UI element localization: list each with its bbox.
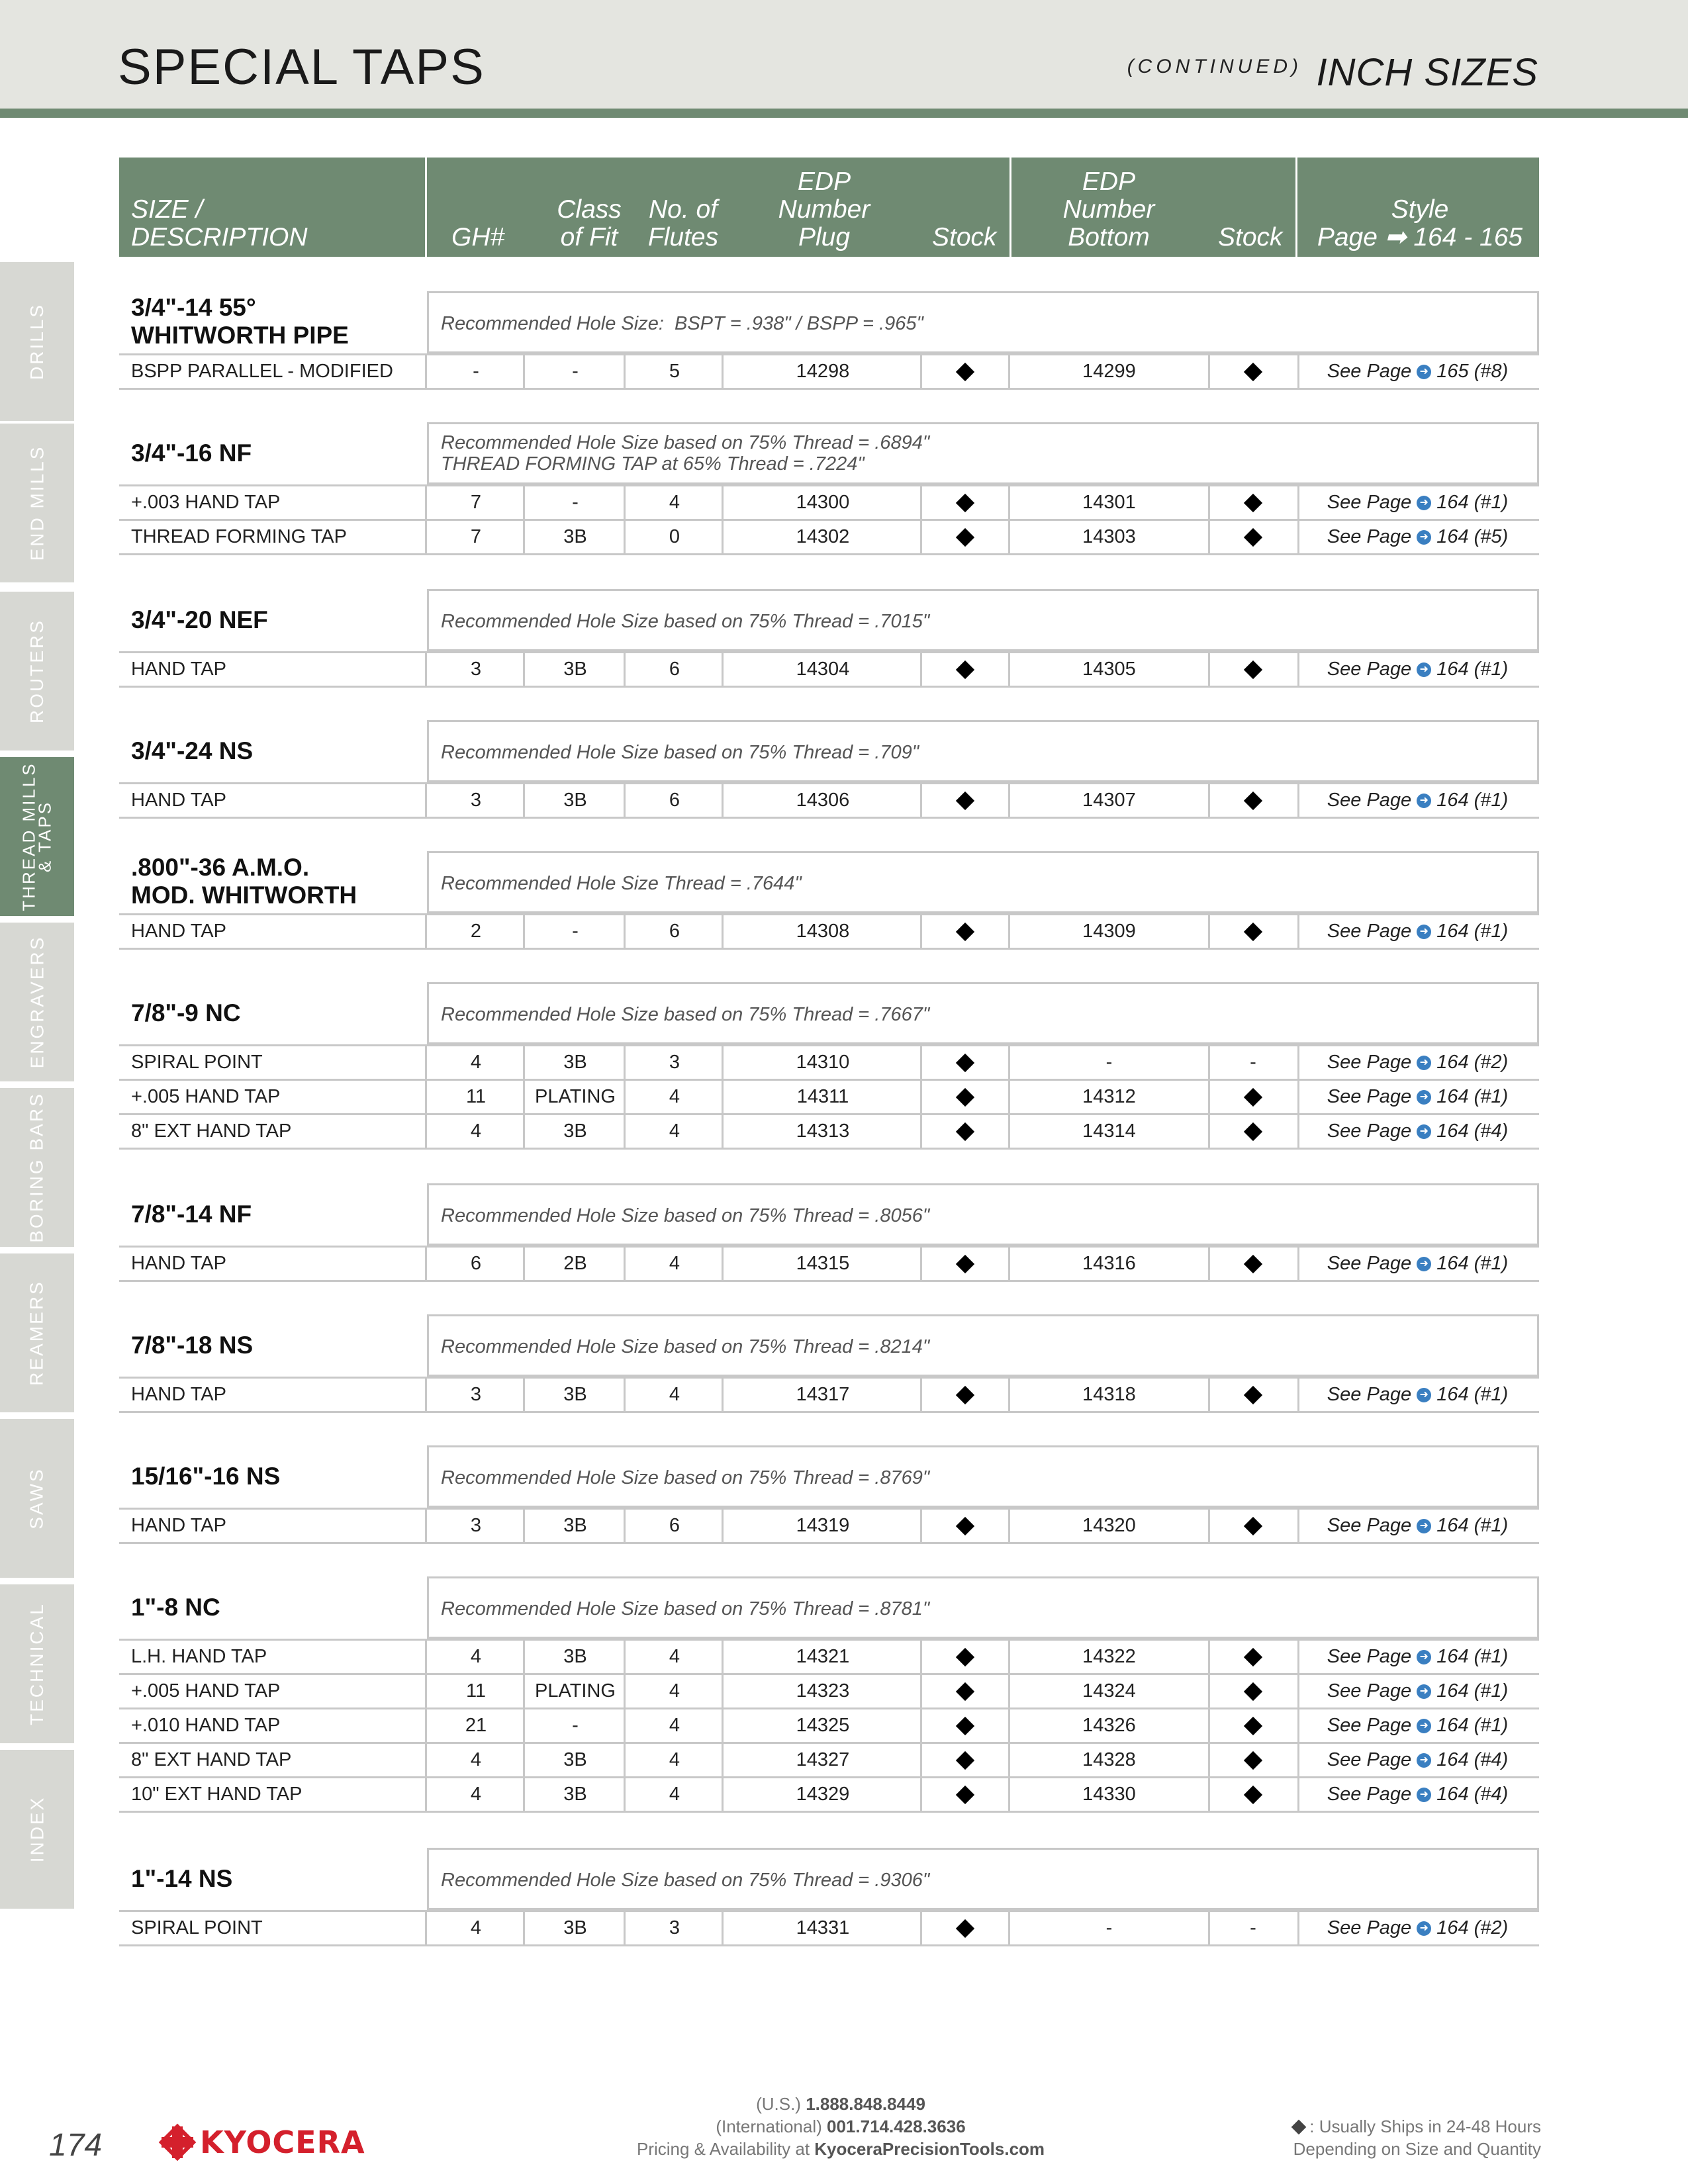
kyocera-mark-icon bbox=[162, 2126, 193, 2158]
stock-indicator bbox=[922, 1675, 1008, 1707]
arrow-right-icon: ➜ bbox=[1417, 794, 1431, 808]
kyocera-logo: KYOCERA bbox=[162, 2124, 365, 2160]
diamond-icon bbox=[1244, 1385, 1262, 1404]
cell-flutes: 4 bbox=[669, 1715, 680, 1736]
side-tab-routers[interactable]: ROUTERS bbox=[0, 592, 74, 751]
side-tab-index[interactable]: INDEX bbox=[0, 1750, 74, 1909]
cell-flutes: 4 bbox=[669, 1086, 680, 1107]
table-row bbox=[119, 1707, 1539, 1742]
cell-gh: 7 bbox=[470, 526, 482, 547]
style-page-ref[interactable]: See Page ➜ 165 (#8) bbox=[1327, 361, 1509, 382]
cell-edp-bottom: 14316 bbox=[1082, 1253, 1136, 1274]
col-style-page: Style Page ➡ 164 - 165 bbox=[1317, 195, 1523, 251]
stock-indicator bbox=[922, 355, 1008, 388]
cell-class: 3B bbox=[563, 526, 587, 547]
cell-description: SPIRAL POINT bbox=[131, 1052, 263, 1073]
stock-indicator bbox=[1210, 1115, 1296, 1148]
table-row bbox=[119, 1079, 1539, 1113]
arrow-right-icon: ➜ bbox=[1417, 1519, 1431, 1533]
cell-edp-bottom: 14312 bbox=[1082, 1086, 1136, 1107]
stock-indicator bbox=[922, 1641, 1008, 1673]
stock-indicator bbox=[1210, 486, 1296, 519]
cell-flutes: 3 bbox=[669, 1052, 680, 1073]
recommended-hole-size-note: Recommended Hole Size based on 75% Thread = .6894" THREAD FORMING TAP at 65% Thread = .7224" bbox=[427, 422, 1539, 484]
stock-indicator bbox=[922, 1081, 1008, 1113]
style-page-ref[interactable]: See Page ➜ 164 (#2) bbox=[1327, 1052, 1509, 1073]
cell-edp-bottom: 14328 bbox=[1082, 1749, 1136, 1770]
style-page-ref[interactable]: See Page ➜ 164 (#1) bbox=[1327, 1253, 1509, 1274]
cell-edp-bottom: 14322 bbox=[1082, 1646, 1136, 1667]
table-row bbox=[119, 1246, 1539, 1282]
style-page-ref[interactable]: See Page ➜ 164 (#1) bbox=[1327, 1515, 1509, 1536]
recommended-hole-size-note: Recommended Hole Size based on 75% Thread = .8214" bbox=[427, 1314, 1539, 1377]
header-rule bbox=[0, 109, 1688, 118]
size-title: 3/4"-20 NEF bbox=[131, 606, 268, 633]
cell-gh: 4 bbox=[470, 1917, 482, 1938]
diamond-icon bbox=[1244, 1122, 1262, 1140]
page-number: 174 bbox=[49, 2128, 103, 2163]
col-edp-plug: EDP Number Plug bbox=[778, 167, 870, 251]
stock-indicator bbox=[922, 1778, 1008, 1811]
recommended-hole-size-note: Recommended Hole Size based on 75% Thread = .9306" bbox=[427, 1848, 1539, 1910]
cell-description: +.010 HAND TAP bbox=[131, 1715, 281, 1736]
cell-description: HAND TAP bbox=[131, 1515, 226, 1536]
cell-gh: 21 bbox=[465, 1715, 487, 1736]
cell-edp-plug: 14300 bbox=[796, 492, 850, 513]
diamond-icon bbox=[1244, 527, 1262, 546]
diamond-icon bbox=[956, 1385, 974, 1404]
cell-edp-plug: 14310 bbox=[796, 1052, 850, 1073]
arrow-right-icon: ➜ bbox=[1417, 365, 1431, 379]
cell-flutes: 4 bbox=[669, 1384, 680, 1405]
style-page-ref[interactable]: See Page ➜ 164 (#4) bbox=[1327, 1120, 1509, 1142]
cell-gh: 3 bbox=[470, 1515, 482, 1536]
table-row bbox=[119, 782, 1539, 819]
col-edp-bottom: EDP Number Bottom bbox=[1062, 167, 1155, 251]
side-tab-boring-bars[interactable]: BORING BARS bbox=[0, 1088, 74, 1247]
cell-description: +.005 HAND TAP bbox=[131, 1680, 281, 1702]
stock-indicator bbox=[1210, 653, 1296, 686]
cell-description: 8" EXT HAND TAP bbox=[131, 1749, 292, 1770]
recommended-hole-size-note: Recommended Hole Size based on 75% Thread = .7667" bbox=[427, 982, 1539, 1044]
style-page-ref[interactable]: See Page ➜ 164 (#2) bbox=[1327, 1917, 1509, 1938]
cell-description: HAND TAP bbox=[131, 790, 226, 811]
cell-flutes: 4 bbox=[669, 1120, 680, 1142]
stock-indicator bbox=[1210, 521, 1296, 553]
style-page-ref[interactable]: See Page ➜ 164 (#4) bbox=[1327, 1784, 1509, 1805]
cell-description: SPIRAL POINT bbox=[131, 1917, 263, 1938]
side-tab-technical[interactable]: TECHNICAL bbox=[0, 1584, 74, 1743]
diamond-icon bbox=[956, 1516, 974, 1535]
diamond-icon bbox=[1244, 922, 1262, 940]
diamond-icon bbox=[956, 1053, 974, 1071]
table-row bbox=[119, 1113, 1539, 1150]
cell-flutes: 6 bbox=[669, 1515, 680, 1536]
stock-indicator bbox=[922, 1248, 1008, 1280]
cell-flutes: 6 bbox=[669, 921, 680, 942]
cell-class: - bbox=[572, 921, 579, 942]
cell-class: - bbox=[572, 1715, 579, 1736]
cell-edp-plug: 14321 bbox=[796, 1646, 850, 1667]
diamond-icon bbox=[956, 791, 974, 809]
size-title: 3/4"-24 NS bbox=[131, 737, 254, 764]
stock-indicator bbox=[922, 521, 1008, 553]
recommended-hole-size-note: Recommended Hole Size based on 75% Thread = .8769" bbox=[427, 1445, 1539, 1508]
style-page-ref[interactable]: See Page ➜ 164 (#1) bbox=[1327, 1715, 1509, 1736]
table-row bbox=[119, 1639, 1539, 1673]
cell-gh: 4 bbox=[470, 1052, 482, 1073]
cell-gh: - bbox=[473, 361, 479, 382]
cell-description: BSPP PARALLEL - MODIFIED bbox=[131, 361, 393, 382]
style-page-ref[interactable]: See Page ➜ 164 (#1) bbox=[1327, 659, 1509, 680]
stock-indicator bbox=[922, 1744, 1008, 1776]
diamond-icon bbox=[1244, 1647, 1262, 1666]
arrow-right-icon: ➜ bbox=[1417, 1719, 1431, 1733]
diamond-icon bbox=[956, 1647, 974, 1666]
table-row bbox=[119, 1673, 1539, 1707]
stock-indicator bbox=[922, 1379, 1008, 1411]
stock-indicator bbox=[1210, 1709, 1296, 1742]
stock-indicator bbox=[922, 1709, 1008, 1742]
cell-edp-bottom: 14307 bbox=[1082, 790, 1136, 811]
diamond-icon bbox=[1244, 1716, 1262, 1735]
cell-edp-bottom: 14303 bbox=[1082, 526, 1136, 547]
style-page-ref[interactable]: See Page ➜ 164 (#1) bbox=[1327, 1646, 1509, 1667]
table-row bbox=[119, 519, 1539, 555]
col-class-of-fit: Class of Fit bbox=[557, 195, 622, 251]
arrow-right-icon: ➜ bbox=[1417, 530, 1431, 545]
cell-flutes: 6 bbox=[669, 790, 680, 811]
arrow-right-icon: ➡ bbox=[1384, 223, 1407, 251]
stock-indicator bbox=[922, 653, 1008, 686]
side-tab-end-mills[interactable]: END MILLS bbox=[0, 424, 74, 582]
continued-label: (CONTINUED) bbox=[1127, 56, 1302, 77]
cell-class: PLATING bbox=[535, 1086, 616, 1107]
col-stock-plug: Stock bbox=[932, 223, 997, 251]
stock-indicator bbox=[922, 784, 1008, 817]
cell-edp-bottom: 14305 bbox=[1082, 659, 1136, 680]
table-row bbox=[119, 1508, 1539, 1544]
diamond-icon bbox=[1244, 660, 1262, 678]
size-title: 7/8"-14 NF bbox=[131, 1201, 252, 1228]
stock-indicator bbox=[1210, 1778, 1296, 1811]
table-row bbox=[119, 1910, 1539, 1946]
diamond-icon bbox=[956, 922, 974, 940]
cell-edp-plug: 14304 bbox=[796, 659, 850, 680]
diamond-icon bbox=[1291, 2120, 1307, 2135]
cell-edp-bottom: 14318 bbox=[1082, 1384, 1136, 1405]
cell-edp-bottom: 14299 bbox=[1082, 361, 1136, 382]
cell-edp-bottom: 14324 bbox=[1082, 1680, 1136, 1702]
cell-edp-plug: 14317 bbox=[796, 1384, 850, 1405]
recommended-hole-size-note: Recommended Hole Size based on 75% Thread = .8781" bbox=[427, 1576, 1539, 1639]
stock-indicator bbox=[1210, 1248, 1296, 1280]
cell-class: - bbox=[572, 361, 579, 382]
recommended-hole-size-note: Recommended Hole Size based on 75% Thread = .8056" bbox=[427, 1183, 1539, 1246]
col-size-description: SIZE / DESCRIPTION bbox=[131, 195, 308, 251]
style-page-ref[interactable]: See Page ➜ 164 (#1) bbox=[1327, 921, 1509, 942]
diamond-icon bbox=[1244, 362, 1262, 381]
page-title: SPECIAL TAPS bbox=[118, 39, 485, 95]
diamond-icon bbox=[956, 527, 974, 546]
stock-indicator bbox=[1210, 1510, 1296, 1542]
cell-gh: 3 bbox=[470, 659, 482, 680]
cell-description: +.003 HAND TAP bbox=[131, 492, 281, 513]
style-page-ref[interactable]: See Page ➜ 164 (#1) bbox=[1327, 1384, 1509, 1405]
style-page-ref[interactable]: See Page ➜ 164 (#5) bbox=[1327, 526, 1509, 547]
diamond-icon bbox=[956, 1254, 974, 1273]
stock-indicator bbox=[1210, 1641, 1296, 1673]
diamond-icon bbox=[956, 1682, 974, 1700]
cell-flutes: 5 bbox=[669, 361, 680, 382]
cell-edp-bottom: 14326 bbox=[1082, 1715, 1136, 1736]
arrow-right-icon: ➜ bbox=[1417, 1124, 1431, 1139]
cell-gh: 3 bbox=[470, 1384, 482, 1405]
stock-indicator bbox=[922, 915, 1008, 948]
website-link[interactable]: KyoceraPrecisionTools.com bbox=[814, 2139, 1045, 2159]
diamond-icon bbox=[1244, 1785, 1262, 1803]
cell-description: THREAD FORMING TAP bbox=[131, 526, 347, 547]
cell-flutes: 6 bbox=[669, 659, 680, 680]
arrow-right-icon: ➜ bbox=[1417, 1388, 1431, 1402]
cell-description: 10" EXT HAND TAP bbox=[131, 1784, 303, 1805]
cell-edp-plug: 14313 bbox=[796, 1120, 850, 1142]
cell-class: 3B bbox=[563, 1917, 587, 1938]
cell-class: 3B bbox=[563, 1120, 587, 1142]
recommended-hole-size-note: Recommended Hole Size based on 75% Thread = .709" bbox=[427, 720, 1539, 782]
cell-gh: 11 bbox=[465, 1680, 487, 1702]
cell-class: 3B bbox=[563, 1052, 587, 1073]
cell-gh: 4 bbox=[470, 1646, 482, 1667]
cell-gh: 4 bbox=[470, 1749, 482, 1770]
cell-gh: 2 bbox=[470, 921, 482, 942]
size-title: 15/16"-16 NS bbox=[131, 1463, 281, 1490]
cell-flutes: 4 bbox=[669, 1646, 680, 1667]
style-page-ref[interactable]: See Page ➜ 164 (#4) bbox=[1327, 1749, 1509, 1770]
table-row bbox=[119, 1776, 1539, 1813]
cell-edp-plug: 14306 bbox=[796, 790, 850, 811]
style-page-ref[interactable]: See Page ➜ 164 (#1) bbox=[1327, 1680, 1509, 1702]
arrow-right-icon: ➜ bbox=[1417, 1056, 1431, 1070]
cell-class: 3B bbox=[563, 1515, 587, 1536]
cell-description: HAND TAP bbox=[131, 1384, 226, 1405]
diamond-icon bbox=[956, 660, 974, 678]
stock-indicator bbox=[1210, 915, 1296, 948]
cell-edp-plug: 14329 bbox=[796, 1784, 850, 1805]
table-row bbox=[119, 1377, 1539, 1413]
arrow-right-icon: ➜ bbox=[1417, 1788, 1431, 1802]
table-row bbox=[119, 913, 1539, 950]
cell-gh: 3 bbox=[470, 790, 482, 811]
side-tab-drills[interactable]: DRILLS bbox=[0, 262, 74, 421]
cell-edp-plug: 14327 bbox=[796, 1749, 850, 1770]
diamond-icon bbox=[956, 1122, 974, 1140]
stock-legend: : Usually Ships in 24-48 Hours Depending on Size and Quantity bbox=[1293, 2115, 1541, 2160]
cell-gh: 11 bbox=[465, 1086, 487, 1107]
cell-edp-plug: 14325 bbox=[796, 1715, 850, 1736]
cell-class: 3B bbox=[563, 1749, 587, 1770]
cell-class: 2B bbox=[563, 1253, 587, 1274]
cell-edp-bottom: 14314 bbox=[1082, 1120, 1136, 1142]
cell-flutes: 3 bbox=[669, 1917, 680, 1938]
size-title: 3/4"-16 NF bbox=[131, 439, 252, 467]
diamond-icon bbox=[1244, 1254, 1262, 1273]
table-row bbox=[119, 1742, 1539, 1776]
stock-indicator bbox=[1210, 784, 1296, 817]
cell-description: HAND TAP bbox=[131, 659, 226, 680]
cell-flutes: 4 bbox=[669, 1749, 680, 1770]
cell-flutes: 4 bbox=[669, 1680, 680, 1702]
diamond-icon bbox=[956, 1919, 974, 1937]
cell-class: 3B bbox=[563, 1784, 587, 1805]
stock-indicator bbox=[1210, 1379, 1296, 1411]
cell-class: - bbox=[572, 492, 579, 513]
col-gh: GH# bbox=[451, 223, 505, 251]
size-title: 3/4"-14 55° WHITWORTH PIPE bbox=[131, 294, 349, 349]
cell-description: +.005 HAND TAP bbox=[131, 1086, 281, 1107]
col-flutes: No. of Flutes bbox=[647, 195, 719, 251]
cell-description: L.H. HAND TAP bbox=[131, 1646, 267, 1667]
table-header bbox=[119, 158, 1539, 257]
diamond-icon bbox=[1244, 1682, 1262, 1700]
diamond-icon bbox=[956, 1785, 974, 1803]
diamond-icon bbox=[1244, 1516, 1262, 1535]
cell-edp-plug: 14331 bbox=[796, 1917, 850, 1938]
style-page-ref[interactable]: See Page ➜ 164 (#1) bbox=[1327, 492, 1509, 513]
arrow-right-icon: ➜ bbox=[1417, 662, 1431, 677]
diamond-icon bbox=[1244, 1087, 1262, 1106]
stock-indicator bbox=[1210, 1081, 1296, 1113]
size-title: 7/8"-9 NC bbox=[131, 999, 241, 1026]
cell-edp-plug: 14308 bbox=[796, 921, 850, 942]
cell-edp-plug: 14302 bbox=[796, 526, 850, 547]
size-title: .800"-36 A.M.O. MOD. WHITWORTH bbox=[131, 854, 357, 909]
cell-edp-bottom: 14330 bbox=[1082, 1784, 1136, 1805]
cell-edp-bottom: 14320 bbox=[1082, 1515, 1136, 1536]
recommended-hole-size-note: Recommended Hole Size based on 75% Thread = .7015" bbox=[427, 589, 1539, 651]
cell-gh: 4 bbox=[470, 1120, 482, 1142]
cell-edp-bottom: 14301 bbox=[1082, 492, 1136, 513]
cell-edp-plug: 14315 bbox=[796, 1253, 850, 1274]
cell-description: HAND TAP bbox=[131, 921, 226, 942]
arrow-right-icon: ➜ bbox=[1417, 925, 1431, 939]
page-subtitle: INCH SIZES bbox=[1316, 51, 1538, 94]
diamond-icon bbox=[956, 1087, 974, 1106]
stock-indicator: - bbox=[1250, 1052, 1256, 1073]
cell-edp-plug: 14311 bbox=[796, 1086, 849, 1107]
stock-indicator bbox=[922, 1115, 1008, 1148]
size-title: 1"-8 NC bbox=[131, 1594, 220, 1621]
cell-edp-plug: 14298 bbox=[796, 361, 850, 382]
stock-indicator bbox=[1210, 1744, 1296, 1776]
cell-gh: 6 bbox=[470, 1253, 482, 1274]
cell-edp-plug: 14323 bbox=[796, 1680, 850, 1702]
stock-indicator bbox=[922, 1912, 1008, 1944]
diamond-icon bbox=[1244, 791, 1262, 809]
cell-flutes: 4 bbox=[669, 492, 680, 513]
recommended-hole-size-note: Recommended Hole Size Thread = .7644" bbox=[427, 851, 1539, 913]
arrow-right-icon: ➜ bbox=[1417, 1090, 1431, 1105]
size-title: 7/8"-18 NS bbox=[131, 1332, 254, 1359]
stock-indicator bbox=[1210, 355, 1296, 388]
diamond-icon bbox=[956, 1716, 974, 1735]
table-row bbox=[119, 484, 1539, 519]
cell-edp-plug: 14319 bbox=[796, 1515, 850, 1536]
style-page-ref[interactable]: See Page ➜ 164 (#1) bbox=[1327, 1086, 1509, 1107]
cell-flutes: 4 bbox=[669, 1784, 680, 1805]
diamond-icon bbox=[956, 1751, 974, 1769]
side-tab-saws[interactable]: SAWS bbox=[0, 1419, 74, 1578]
cell-class: 3B bbox=[563, 790, 587, 811]
col-stock-bottom: Stock bbox=[1218, 223, 1283, 251]
cell-edp-bottom: - bbox=[1105, 1052, 1113, 1073]
cell-class: 3B bbox=[563, 1384, 587, 1405]
arrow-right-icon: ➜ bbox=[1417, 1753, 1431, 1768]
stock-indicator bbox=[1210, 1675, 1296, 1707]
cell-class: 3B bbox=[563, 659, 587, 680]
table-row bbox=[119, 353, 1539, 390]
side-tab-engravers[interactable]: ENGRAVERS bbox=[0, 923, 74, 1081]
cell-edp-bottom: 14309 bbox=[1082, 921, 1136, 942]
stock-indicator bbox=[922, 1046, 1008, 1079]
diamond-icon bbox=[956, 493, 974, 512]
arrow-right-icon: ➜ bbox=[1417, 1684, 1431, 1699]
stock-indicator bbox=[922, 486, 1008, 519]
arrow-right-icon: ➜ bbox=[1417, 1257, 1431, 1271]
arrow-right-icon: ➜ bbox=[1417, 1921, 1431, 1936]
cell-edp-bottom: - bbox=[1105, 1917, 1113, 1938]
stock-indicator bbox=[922, 1510, 1008, 1542]
size-title: 1"-14 NS bbox=[131, 1865, 233, 1892]
recommended-hole-size-note: Recommended Hole Size: BSPT = .938" / BSPP = .965" bbox=[427, 291, 1539, 353]
style-page-ref[interactable]: See Page ➜ 164 (#1) bbox=[1327, 790, 1509, 811]
diamond-icon bbox=[1244, 1751, 1262, 1769]
cell-gh: 4 bbox=[470, 1784, 482, 1805]
arrow-right-icon: ➜ bbox=[1417, 496, 1431, 510]
cell-class: PLATING bbox=[535, 1680, 616, 1702]
side-tab-reamers[interactable]: REAMERS bbox=[0, 1253, 74, 1412]
cell-description: HAND TAP bbox=[131, 1253, 226, 1274]
diamond-icon bbox=[956, 362, 974, 381]
footer-contact: (U.S.) 1.888.848.8449 (International) 001.714.428.3636 Pricing & Availability at KyoceraPrecisionTools.com bbox=[636, 2094, 1045, 2159]
cell-gh: 7 bbox=[470, 492, 482, 513]
cell-description: 8" EXT HAND TAP bbox=[131, 1120, 292, 1142]
side-tab-thread-mills-taps[interactable]: THREAD MILLS & TAPS bbox=[0, 757, 74, 916]
table-row bbox=[119, 1044, 1539, 1079]
table-row bbox=[119, 651, 1539, 688]
diamond-icon bbox=[1244, 493, 1262, 512]
cell-flutes: 4 bbox=[669, 1253, 680, 1274]
cell-class: 3B bbox=[563, 1646, 587, 1667]
stock-indicator: - bbox=[1250, 1917, 1256, 1938]
arrow-right-icon: ➜ bbox=[1417, 1650, 1431, 1664]
cell-flutes: 0 bbox=[669, 526, 680, 547]
